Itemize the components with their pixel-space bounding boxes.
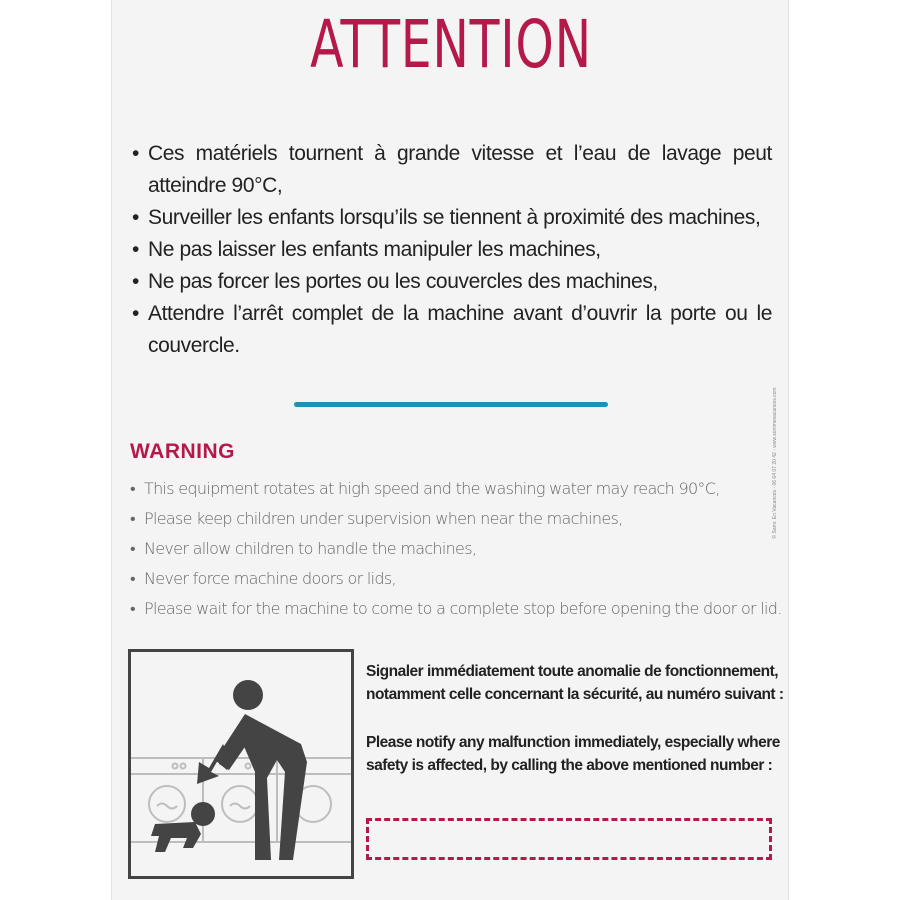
section-divider (294, 402, 608, 407)
bullet-icon: • (130, 599, 135, 618)
notify-text-en: Please notify any malfunction immediately, especially where safety is affected, by calling the above mentioned number : (366, 734, 780, 774)
list-item: • Please keep children under supervision when near the machines, (130, 504, 770, 534)
english-instructions-list (130, 474, 782, 624)
safety-sign (111, 0, 789, 900)
phone-number-field[interactable] (366, 818, 772, 860)
list-item: • Never allow children to handle the machines, (130, 534, 770, 564)
bullet-icon: • (132, 270, 139, 293)
parent-child-washing-machine-icon (128, 649, 354, 879)
bullet-icon: • (132, 142, 139, 165)
warning-heading: WARNING (130, 440, 235, 463)
bullet-icon: • (132, 238, 139, 261)
list-item: • Ces matériels tournent à grande vitesse et l’eau de lavage peut atteindre 90°C, (132, 138, 772, 202)
bullet-icon: • (132, 206, 139, 229)
bullet-icon: • (130, 479, 135, 498)
list-item: • Please wait for the machine to come to a complete stop before opening the door or lid. (130, 594, 770, 624)
bullet-icon: • (130, 509, 135, 528)
bullet-icon: • (130, 539, 135, 558)
notify-text-fr: Signaler immédiatement toute anomalie de fonctionnement, notamment celle concernant la sécurité, au numéro suivant : (366, 663, 784, 703)
bullet-icon: • (130, 569, 135, 588)
list-item: • Never force machine doors or lids, (130, 564, 770, 594)
list-item: • Attendre l’arrêt complet de la machine avant d’ouvrir la porte ou le couvercle. (132, 298, 772, 362)
french-instructions-list (132, 138, 772, 362)
list-item: • This equipment rotates at high speed and the washing water may reach 90°C, (130, 474, 770, 504)
list-item: • Ne pas forcer les portes ou les couvercles des machines, (132, 266, 772, 298)
copyright-credit: © Samr. En Vacances - 06 64 07 20 42 - www.sommevacances.com (772, 387, 778, 539)
list-item: • Ne pas laisser les enfants manipuler les machines, (132, 234, 772, 266)
bullet-icon: • (132, 302, 139, 325)
sign-title: ATTENTION (310, 6, 592, 83)
list-item: • Surveiller les enfants lorsqu’ils se tiennent à proximité des machines, (132, 202, 772, 234)
pictogram-svg (131, 652, 351, 876)
